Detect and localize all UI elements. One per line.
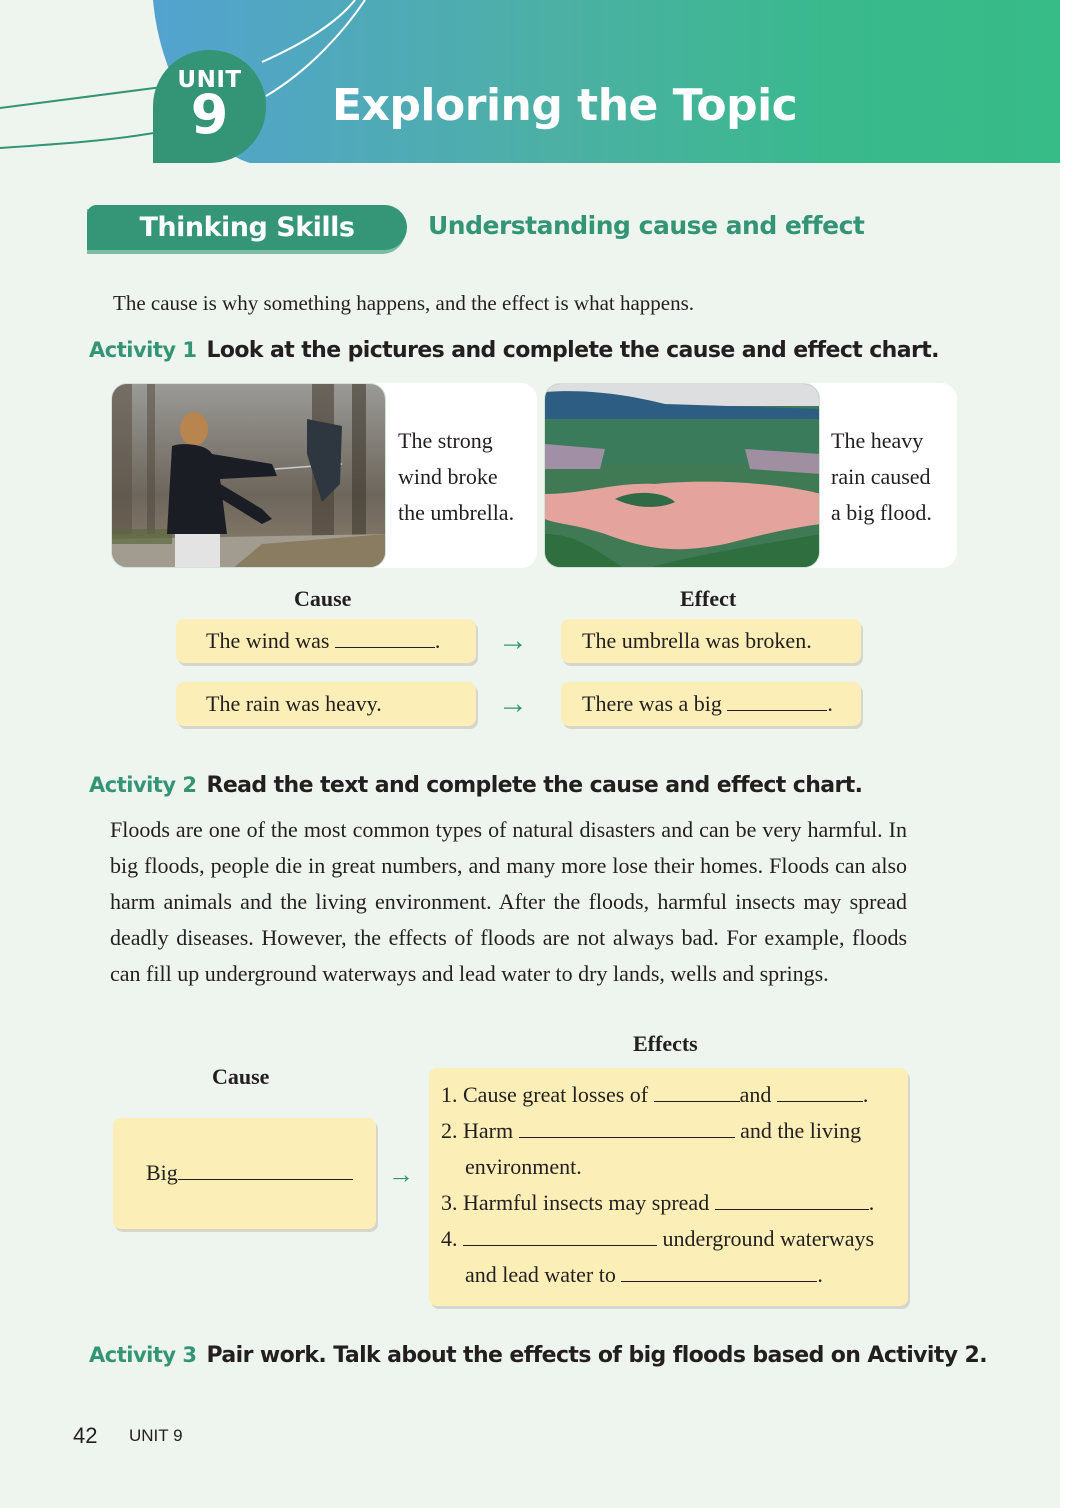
effect-text: underground waterways (662, 1226, 875, 1251)
answer-blank[interactable] (621, 1280, 817, 1282)
cause-text: The rain was heavy. (206, 691, 382, 716)
cause-box-big (113, 1118, 376, 1229)
picture-card-wind (111, 383, 537, 568)
effect-item-4 (441, 1226, 874, 1252)
effect-item-3 (441, 1190, 874, 1216)
page-number: 42 (73, 1423, 98, 1448)
activity-3-instruction: Pair work. Talk about the effects of big floods based on Activity 2. (206, 1343, 988, 1368)
picture-caption-wind (398, 423, 514, 531)
cause-header: Cause (294, 586, 352, 611)
activity-3-heading (89, 1343, 987, 1368)
effect-item-1 (441, 1082, 868, 1108)
item-number: 1. (441, 1082, 458, 1107)
answer-blank[interactable] (727, 709, 827, 711)
effect-header: Effect (680, 586, 737, 611)
answer-blank[interactable] (463, 1244, 657, 1246)
effect-text: and lead water to (465, 1262, 616, 1287)
right-arrow-icon: → (388, 1160, 414, 1189)
effect-text: Cause great losses of (463, 1082, 649, 1107)
effect-text: Harm (463, 1118, 514, 1143)
caption-line: The heavy (831, 428, 924, 453)
caption-line: wind broke (398, 464, 498, 489)
item-number: 4. (441, 1226, 458, 1251)
effect-text: and the living (740, 1118, 862, 1143)
cause-text: Big (146, 1160, 178, 1185)
cause-box-1 (176, 619, 476, 663)
intro-text: The cause is why something happens, and the effect is what happens. (113, 291, 695, 315)
effect-item-2 (441, 1118, 861, 1144)
picture-card-flood (544, 383, 957, 568)
activity-2-label: Activity 2 (89, 773, 197, 797)
unit-banner (0, 0, 1060, 163)
reading-paragraph: Floods are one of the most common types of natural disasters and can be very harmful. In big floods, people die in great numbers, and many more lose their homes. Floods can also harm animals and the living environment. After the floods, harmful insects may spread deadly diseases. However, the effects of floods are not always bad. For example, floods can fill up underground waterways and lead water to dry lands, wells and springs. (110, 817, 907, 986)
effect-box-2 (561, 682, 861, 726)
activity-2-heading (89, 773, 862, 798)
unit-badge (153, 50, 266, 163)
punctuation: . (868, 1190, 875, 1215)
punctuation: . (817, 1262, 823, 1287)
answer-blank[interactable] (654, 1100, 740, 1102)
right-arrow-icon: → (498, 624, 528, 657)
answer-blank[interactable] (335, 646, 435, 648)
unit-label: UNIT (177, 67, 242, 93)
umbrella-photo (111, 383, 386, 568)
item-number: 3. (441, 1190, 458, 1215)
effect-item-4-cont (465, 1262, 823, 1288)
caption-line: rain caused (831, 464, 931, 489)
page-title: Exploring the Topic (332, 80, 798, 131)
activity-2-instruction: Read the text and complete the cause and effect chart. (206, 773, 863, 798)
caption-line: a big flood. (831, 500, 932, 525)
item-number: 2. (441, 1118, 458, 1143)
activity-3-label: Activity 3 (89, 1343, 197, 1367)
thinking-skills-label: Thinking Skills (87, 205, 407, 250)
picture-caption-flood (831, 423, 932, 531)
effect-item-2-cont: environment. (465, 1154, 582, 1179)
effect-text: and (739, 1082, 772, 1107)
footer-unit: UNIT 9 (129, 1426, 183, 1445)
caption-line: The strong (398, 428, 493, 453)
answer-blank[interactable] (715, 1208, 869, 1210)
cause-box-2 (176, 682, 476, 726)
punctuation: . (434, 628, 441, 653)
punctuation: . (862, 1082, 869, 1107)
answer-blank[interactable] (519, 1136, 735, 1138)
activity-1-label: Activity 1 (89, 338, 197, 362)
effect-text: There was a big (582, 691, 722, 716)
answer-blank[interactable] (777, 1100, 863, 1102)
answer-blank[interactable] (178, 1178, 353, 1180)
activity-1-heading (89, 338, 939, 363)
effects-header: Effects (633, 1031, 698, 1056)
right-arrow-icon: → (498, 687, 528, 720)
skills-subtitle: Understanding cause and effect (428, 211, 865, 240)
unit-number: 9 (190, 83, 229, 146)
cause-text: The wind was (206, 628, 330, 653)
effect-text: The umbrella was broken. (582, 628, 812, 653)
effects-box (429, 1068, 908, 1306)
thinking-skills-pill (87, 205, 410, 254)
caption-line: the umbrella. (398, 500, 515, 525)
cause-header-2: Cause (212, 1064, 270, 1089)
activity-1-instruction: Look at the pictures and complete the cause and effect chart. (206, 338, 939, 363)
flood-photo (544, 383, 820, 568)
effect-text: Harmful insects may spread (463, 1190, 710, 1215)
punctuation: . (827, 691, 833, 716)
effect-box-1 (561, 619, 861, 663)
